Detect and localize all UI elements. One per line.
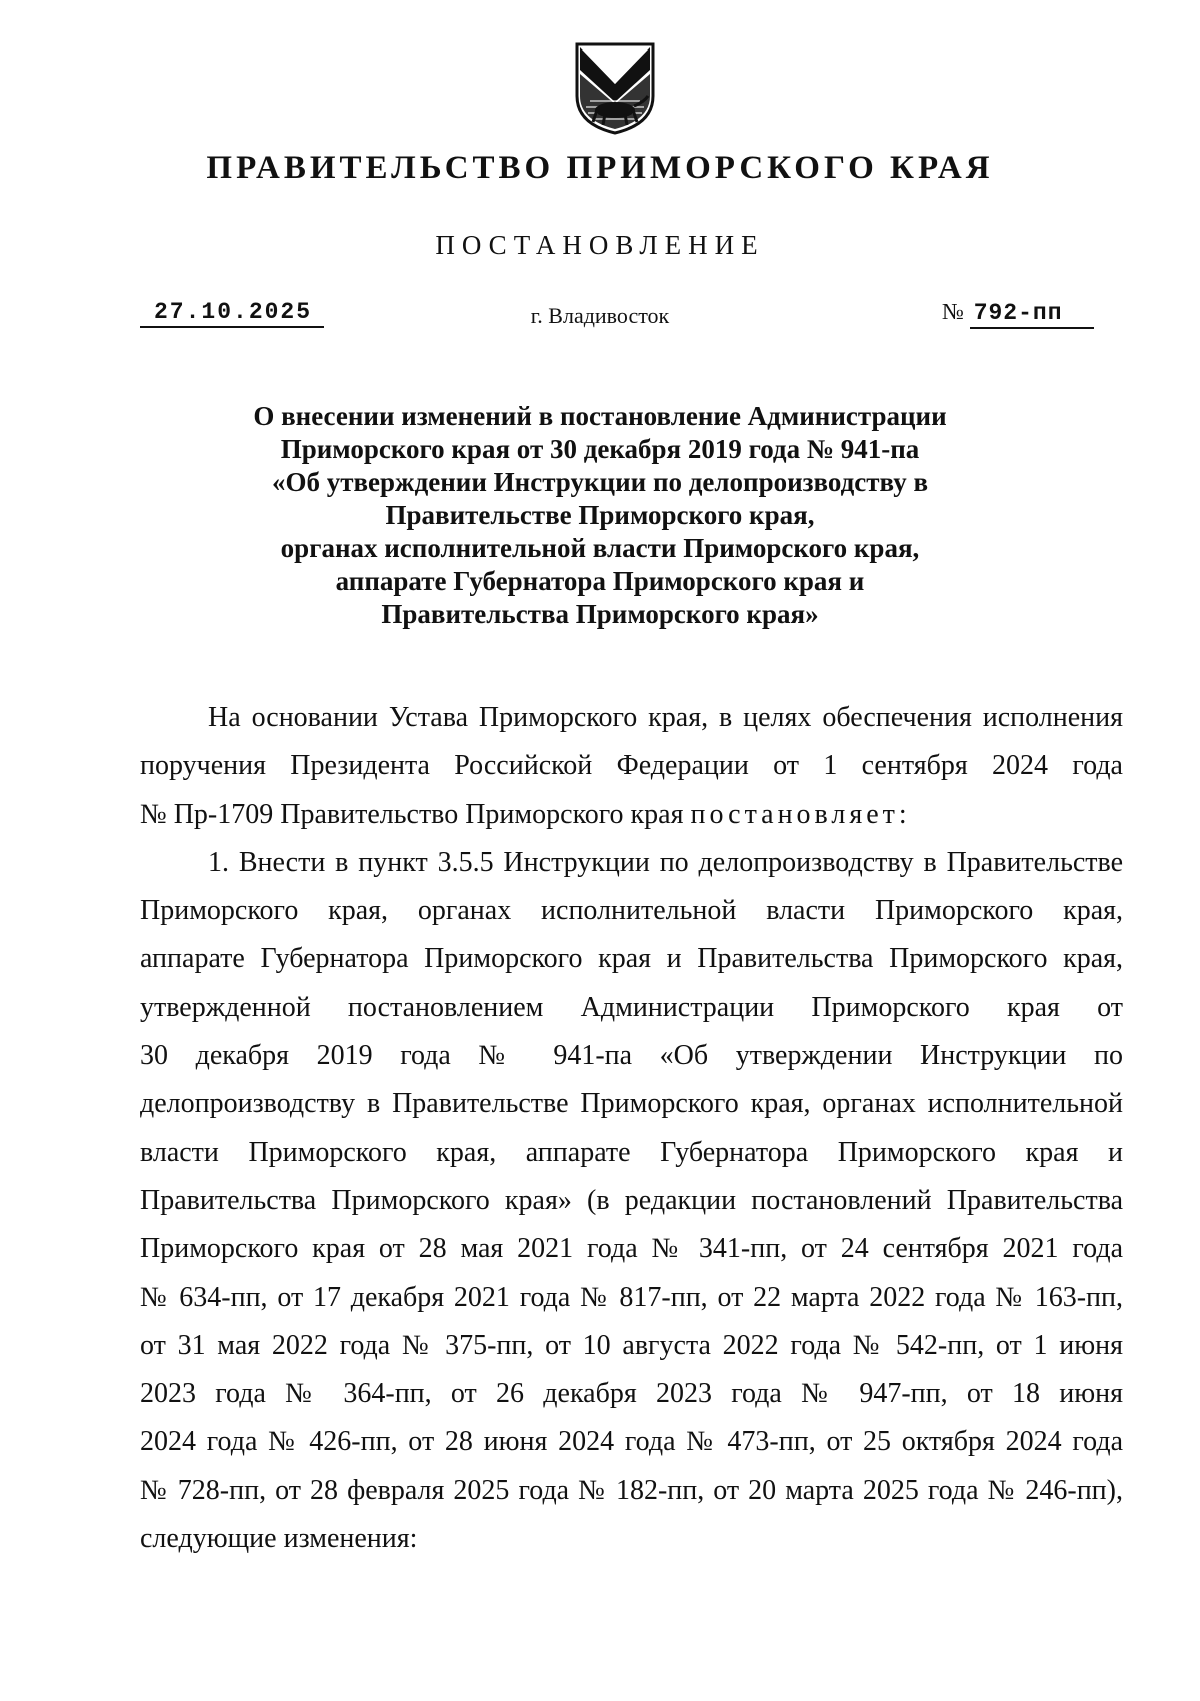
- item1-line: делопроизводству в Правительстве Приморского края, органах исполнительной: [140, 1088, 1123, 1120]
- item1-line: Приморского края, органах исполнительной власти Приморского края,: [140, 895, 1123, 927]
- title-line: Приморского края от 30 декабря 2019 года № 941-па: [280, 434, 920, 464]
- item1-line: от 31 мая 2022 года № 375-пп, от 10 августа 2022 года № 542-пп, от 1 июня: [140, 1329, 1123, 1361]
- item1-line: следующие изменения:: [140, 1523, 418, 1555]
- document-date: 27.10.2025: [140, 298, 324, 328]
- resolution-word: постановляет: [690, 798, 899, 830]
- document-number: [942, 298, 1094, 329]
- preamble-line: поручения Президента Российской Федерации от 1 сентября 2024 года: [140, 750, 1123, 782]
- item1-line: № 728-пп, от 28 февраля 2025 года № 182-пп, от 20 марта 2025 года № 246-пп),: [140, 1474, 1123, 1506]
- title-line: «Об утверждении Инструкции по делопроизводству в: [271, 467, 929, 497]
- title-line: органах исполнительной власти Приморского края,: [280, 533, 920, 563]
- preamble-line: [140, 791, 1123, 839]
- document-body: [140, 694, 1123, 1563]
- document-city: г. Владивосток: [530, 303, 670, 328]
- title-line: аппарате Губернатора Приморского края и: [335, 566, 865, 596]
- item1-line: власти Приморского края, аппарате Губернатора Приморского края и: [140, 1136, 1123, 1168]
- item1-line: аппарате Губернатора Приморского края и Правительства Приморского края,: [140, 943, 1123, 975]
- coat-of-arms-emblem: [572, 40, 658, 136]
- title-line: Правительстве Приморского края,: [385, 500, 815, 530]
- document-number-value: 792-пп: [970, 299, 1094, 329]
- number-sign: №: [942, 299, 964, 324]
- document-title: [130, 400, 1070, 631]
- item1-line: 2023 года № 364-пп, от 26 декабря 2023 года № 947-пп, от 18 июня: [140, 1378, 1123, 1410]
- item1-line: № 634-пп, от 17 декабря 2021 года № 817-пп, от 22 марта 2022 года № 163-пп,: [140, 1281, 1123, 1313]
- item1-line: 2024 года № 426-пп, от 28 июня 2024 года № 473-пп, от 25 октября 2024 года: [140, 1426, 1123, 1458]
- item1-line: Приморского края от 28 мая 2021 года № 341-пп, от 24 сентября 2021 года: [140, 1233, 1123, 1265]
- preamble-line: На основании Устава Приморского края, в целях обеспечения исполнения: [208, 702, 1123, 733]
- title-line: О внесении изменений в постановление Администрации: [253, 401, 947, 431]
- item1-line: Правительства Приморского края» (в редакции постановлений Правительства: [140, 1184, 1123, 1216]
- preamble-colon: :: [898, 798, 907, 830]
- organization-name: ПРАВИТЕЛЬСТВО ПРИМОРСКОГО КРАЯ: [206, 150, 994, 186]
- document-type: ПОСТАНОВЛЕНИЕ: [435, 230, 765, 260]
- item1-line: 1. Внести в пункт 3.5.5 Инструкции по делопроизводству в Правительстве: [208, 846, 1123, 878]
- item1-line: утвержденной постановлением Администрации Приморского края от: [140, 991, 1123, 1023]
- title-line: Правительства Приморского края»: [381, 599, 819, 629]
- item1-line: 30 декабря 2019 года № 941-па «Об утверждении Инструкции по: [140, 1040, 1123, 1072]
- preamble-text: № Пр-1709 Правительство Приморского края: [140, 798, 691, 830]
